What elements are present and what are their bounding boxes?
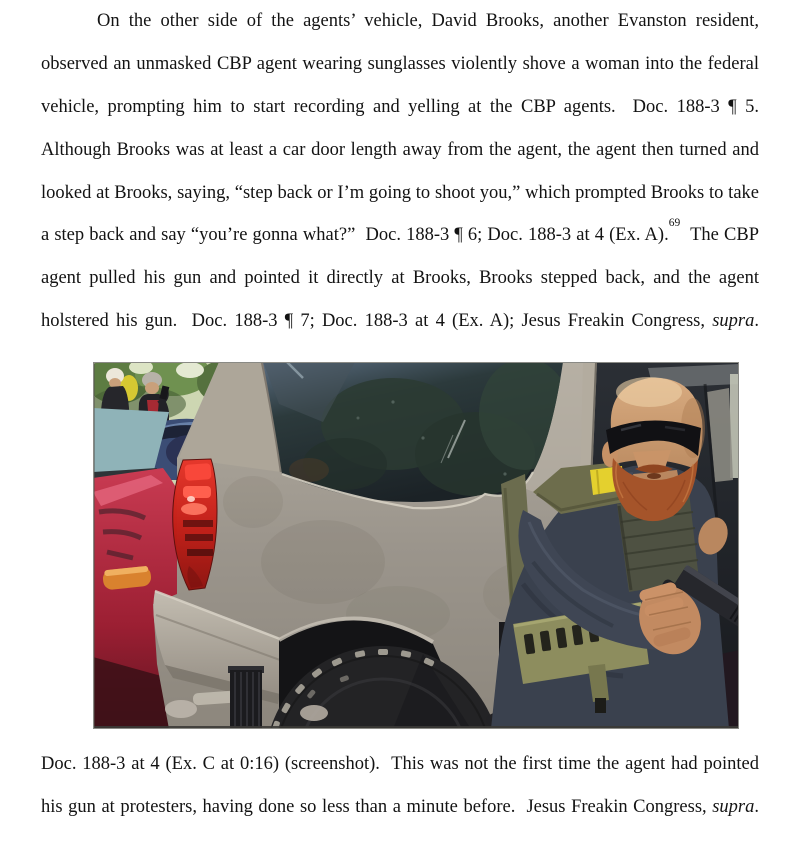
text-line bbox=[41, 43, 759, 86]
text-segment: holstered his gun. Doc. 188-3 ¶ 7; Doc. 188-3 at 4 (Ex. A); Jesus Freakin Congress, bbox=[41, 311, 713, 332]
text-segment: . bbox=[754, 797, 759, 818]
text-segment: Although Brooks was at least a car door length away from the agent, the agent then turned and bbox=[41, 139, 759, 160]
text-segment: Doc. 188-3 at 4 (Ex. C at 0:16) (screenshot). This was not the first time the agent had pointed bbox=[41, 754, 759, 775]
text-segment: agent pulled his gun and pointed it directly at Brooks, Brooks stepped back, and the agent bbox=[41, 268, 759, 289]
paragraph-2 bbox=[41, 743, 759, 829]
text-segment: a step back and say “you’re gonna what?” Doc. 188-3 ¶ 6; Doc. 188-3 at 4 (Ex. A). bbox=[41, 225, 669, 246]
text-line bbox=[41, 129, 759, 172]
text-line bbox=[41, 786, 759, 829]
text-line bbox=[41, 172, 759, 215]
text-segment: vehicle, prompting him to start recording and yelling at the CBP agents. Doc. 188-3 ¶ 5. bbox=[41, 96, 759, 117]
footnote-reference: 69 bbox=[668, 217, 681, 230]
text-segment: looked at Brooks, saying, “step back or I’m going to shoot you,” which prompted Brooks to take bbox=[41, 182, 759, 203]
text-segment: observed an unmasked CBP agent wearing sunglasses violently shove a woman into the federal bbox=[41, 53, 759, 74]
text-segment: . bbox=[754, 311, 759, 332]
text-line bbox=[41, 214, 759, 257]
text-line bbox=[41, 86, 759, 129]
evidence-photo bbox=[93, 362, 739, 729]
paragraph-1 bbox=[41, 0, 759, 343]
text-line bbox=[41, 0, 759, 43]
text-segment: his gun at protesters, having done so less than a minute before. Jesus Freakin Congress, bbox=[41, 797, 713, 818]
text-segment: On the other side of the agents’ vehicle, David Brooks, another Evanston resident, bbox=[97, 11, 759, 31]
text-segment: The CBP bbox=[680, 225, 759, 246]
citation-supra: supra bbox=[712, 311, 755, 332]
citation-supra: supra bbox=[712, 797, 755, 818]
text-line bbox=[41, 743, 759, 786]
text-line bbox=[41, 257, 759, 300]
text-line bbox=[41, 300, 759, 343]
